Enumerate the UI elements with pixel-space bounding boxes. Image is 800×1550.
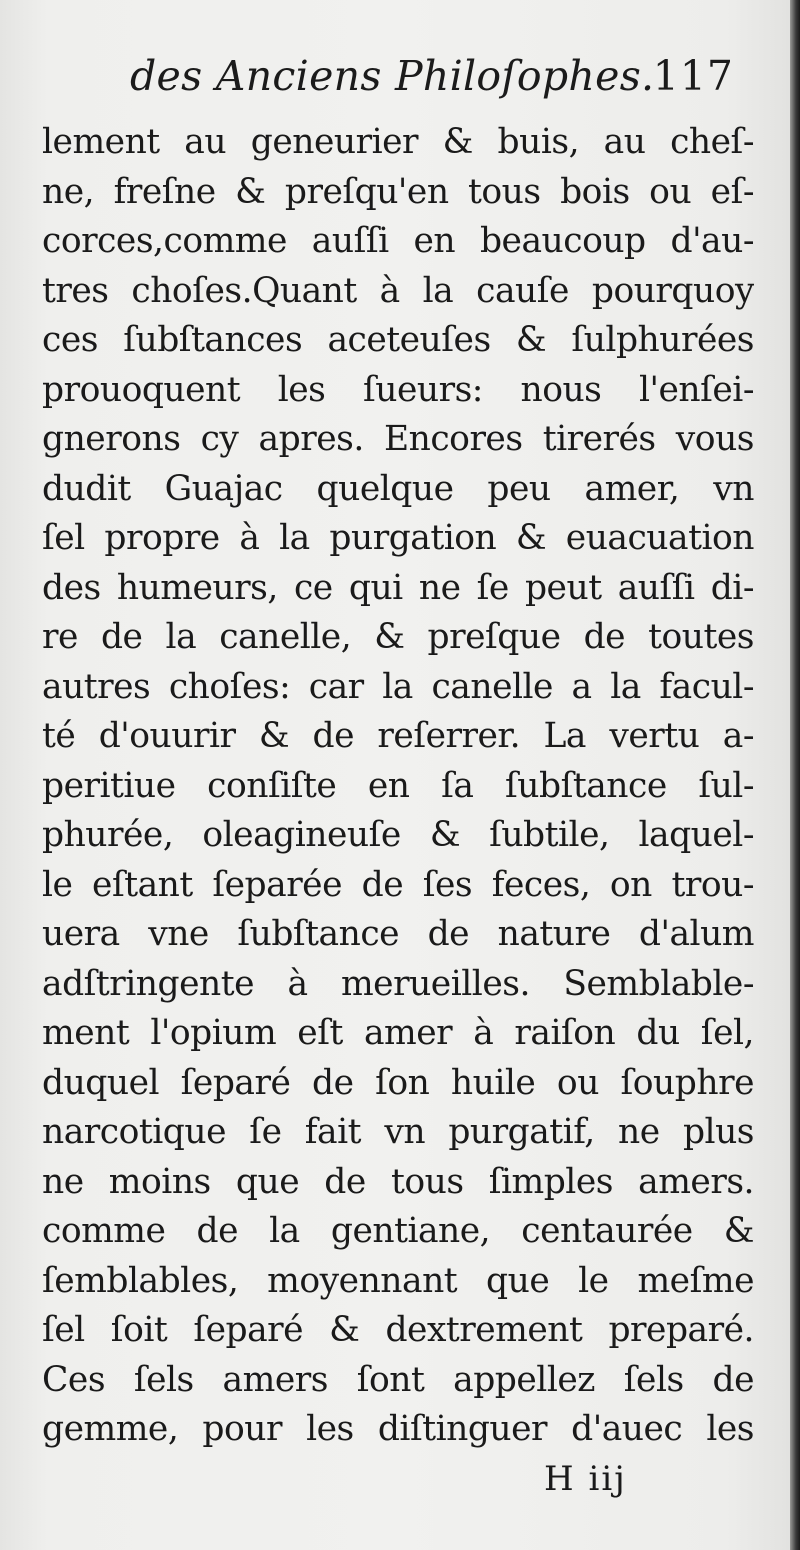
text-line: ſel ſoit ſeparé & dextrement preparé. (42, 1310, 754, 1350)
text-line: des humeurs, ce qui ne ſe peut auſſi di- (42, 567, 754, 608)
text-line: lement au geneurier & buis, au cheſ- (42, 122, 754, 162)
text-line: le eſtant ſeparée de ſes feces, on trou- (42, 864, 754, 905)
text-line: gemme, pour les diſtinguer d'auec les (42, 1409, 754, 1449)
signature-mark: H iij (544, 1459, 627, 1499)
text-line: uera vne ſubſtance de nature d'alum (42, 914, 754, 954)
text-line: duquel ſeparé de ſon huile ou ſouphre (42, 1062, 754, 1103)
running-title: des Anciens Philoſophes. (130, 52, 655, 100)
text-line: Ces ſels amers ſont appellez ſels de (42, 1359, 754, 1400)
text-line: ſel propre à la purgation & euacuation (42, 518, 754, 558)
text-line: autres choſes: car la canelle a la facul- (42, 666, 754, 707)
text-line: ne, freſne & preſqu'en tous bois ou eſ- (42, 171, 754, 212)
text-line: ſemblables, moyennant que le meſme (42, 1260, 754, 1301)
text-line: prouoquent les ſueurs: nous l'enſei- (42, 369, 754, 410)
text-line: corces,comme auſſi en beaucoup d'au- (42, 221, 754, 261)
text-line: ces ſubſtances aceteuſes & ſulphurées (42, 320, 754, 360)
text-line: narcotique ſe fait vn purgatif, ne plus (42, 1112, 754, 1152)
text-line: gnerons cy apres. Encores tirerés vous (42, 419, 754, 459)
text-line: ne moins que de tous ſimples amers. (42, 1161, 754, 1202)
text-line: comme de la gentiane, centaurée & (42, 1211, 754, 1251)
running-head (130, 52, 740, 112)
text-line: ment l'opium eſt amer à raiſon du ſel, (42, 1013, 754, 1053)
text-line: dudit Guajac quelque peu amer, vn (42, 468, 754, 509)
text-line: té d'ouurir & de reſerrer. La vertu a- (42, 716, 754, 756)
text-line: adſtringente à merueilles. Semblable- (42, 963, 754, 1004)
page-edge-shadow (790, 0, 800, 1550)
body-text (42, 118, 754, 1455)
text-line: peritiue conſiſte en ſa ſubſtance ſul- (42, 765, 754, 806)
text-line: tres choſes.Quant à la cauſe pourquoy (42, 270, 754, 311)
text-line: phurée, oleagineuſe & ſubtile, laquel- (42, 815, 754, 855)
text-line: re de la canelle, & preſque de toutes (42, 617, 754, 657)
page-number: 117 (652, 52, 734, 100)
